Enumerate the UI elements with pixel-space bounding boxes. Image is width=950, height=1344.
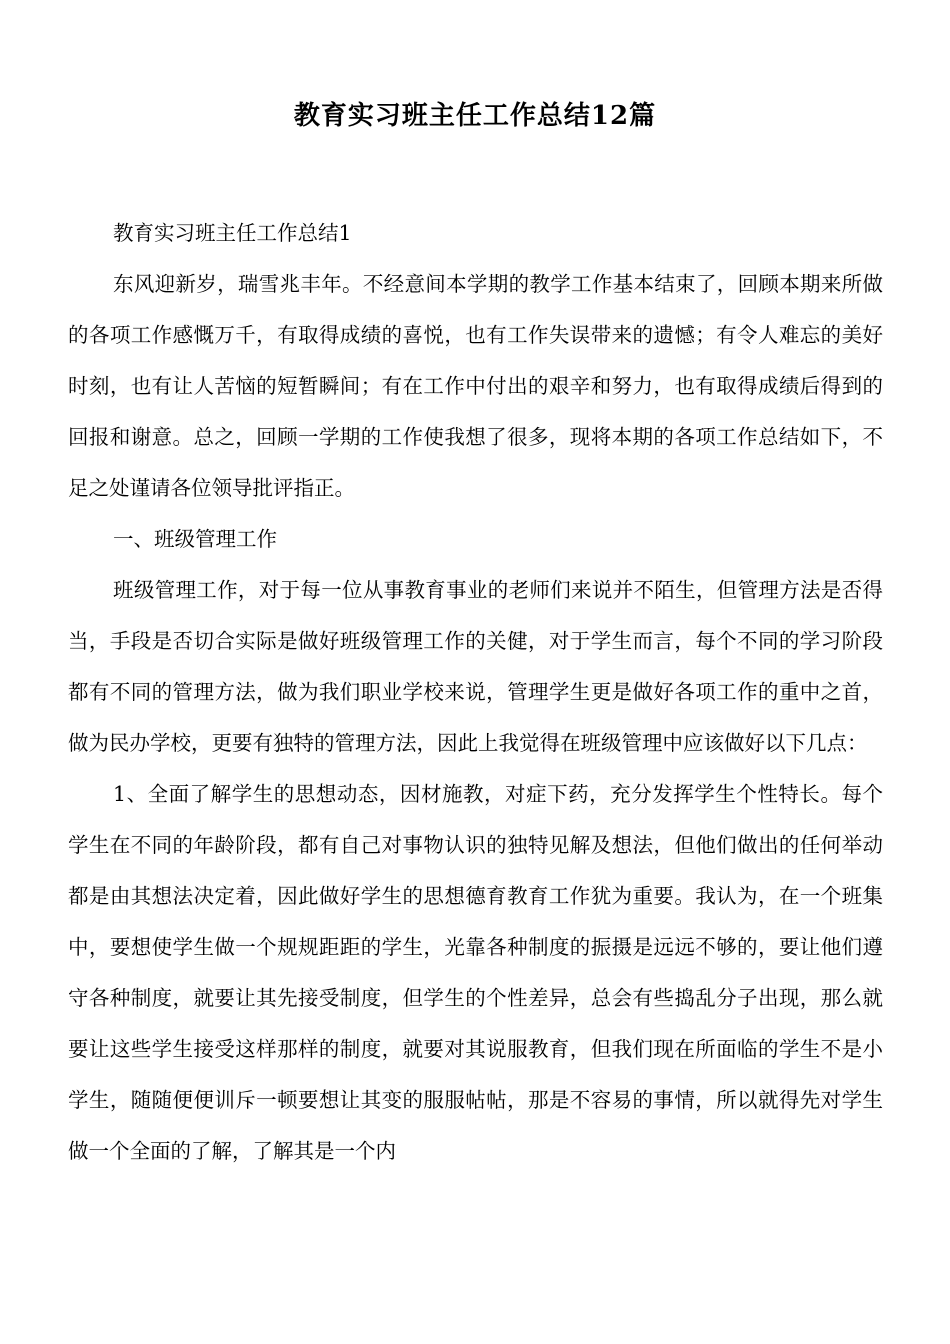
body-paragraph: 东风迎新岁，瑞雪兆丰年。不经意间本学期的教学工作基本结束了，回顾本期来所做的各项工作感慨万千，有取得成绩的喜悦，也有工作失误带来的遗憾；有令人难忘的美好时刻，也有让人苦恼的短暂瞬间；有在工作中付出的艰辛和努力，也有取得成绩后得到的回报和谢意。总之，回顾一学期的工作使我想了很多，现将本期的各项工作总结如下，不足之处谨请各位领导批评指正。 [68, 272, 883, 500]
document-body [68, 208, 883, 1177]
section-heading: 教育实习班主任工作总结1 [113, 221, 352, 245]
body-paragraph: 班级管理工作，对于每一位从事教育事业的老师们来说并不陌生，但管理方法是否得当，手段是否切合实际是做好班级管理工作的关健，对于学生而言，每个不同的学习阶段都有不同的管理方法，做为我们职业学校来说，管理学生更是做好各项工作的重中之首，做为民办学校，更要有独特的管理方法，因此上我觉得在班级管理中应该做好以下几点： [68, 578, 883, 755]
body-paragraph: 1、全面了解学生的思想动态，因材施教，对症下药，充分发挥学生个性特长。每个学生在不同的年龄阶段，都有自己对事物认识的独特见解及想法，但他们做出的任何举动都是由其想法决定着，因此做好学生的思想德育教育工作犹为重要。我认为，在一个班集中，要想使学生做一个规规距距的学生，光靠各种制度的振摄是远远不够的，要让他们遵守各种制度，就要让其先接受制度，但学生的个性差异，总会有些捣乱分子出现，那么就要让这些学生接受这样那样的制度，就要对其说服教育，但我们现在所面临的学生不是小学生，随随便便训斥一顿要想让其变的服服帖帖，那是不容易的事情，所以就得先对学生做一个全面的了解，了解其是一个内 [68, 782, 883, 1163]
document-title: 教育实习班主任工作总结12篇 [293, 101, 657, 131]
section-heading: 一、班级管理工作 [113, 527, 277, 551]
